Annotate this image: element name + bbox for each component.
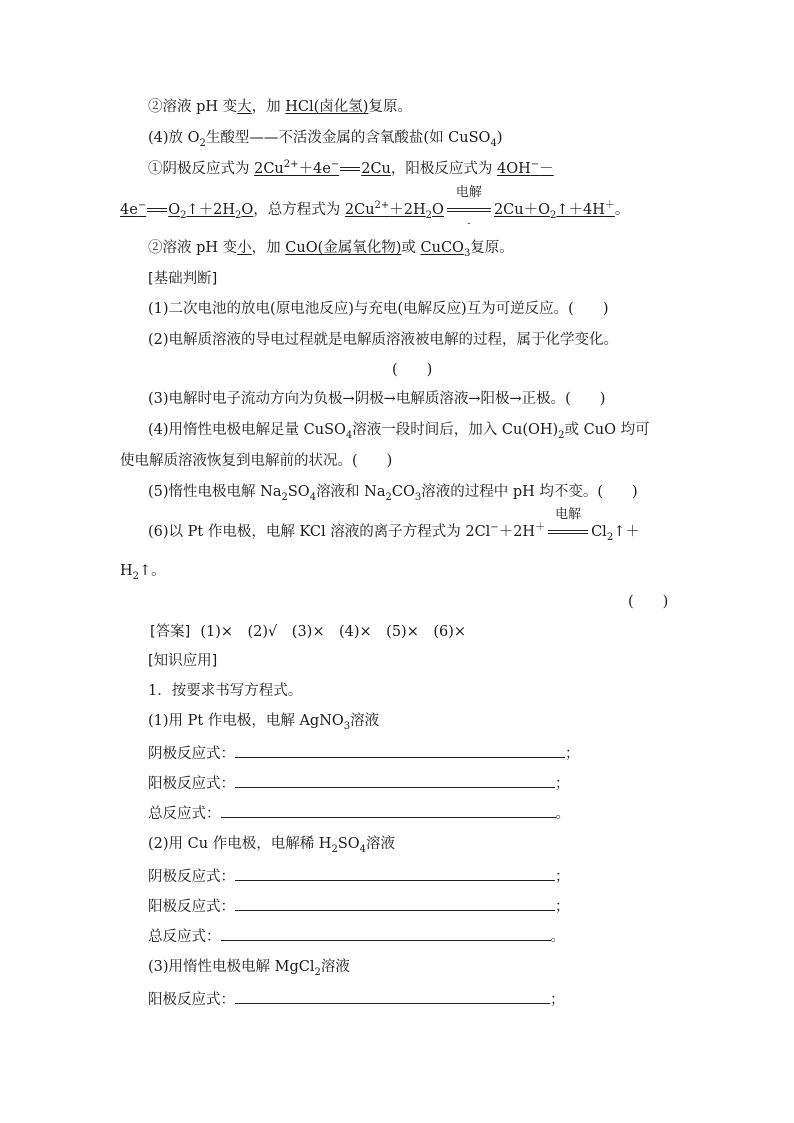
subscript: 2: [235, 209, 242, 221]
text: ；: [555, 776, 570, 792]
field-label: 总反应式：: [148, 929, 221, 945]
subquestion-3: [148, 957, 350, 977]
subquestion-1-anode: [148, 773, 570, 794]
text: (5)惰性电极电解 Na: [148, 484, 282, 500]
superscript: 2+: [283, 159, 299, 171]
text-line-type-4: [148, 128, 503, 148]
text: (1)用 Pt 作电极，电解 AgNO: [148, 713, 344, 729]
text: ↑＋: [613, 524, 640, 540]
subscript: 4: [309, 491, 317, 503]
formula: 2Cu: [344, 202, 375, 218]
field-label: 阳极反应式：: [148, 899, 235, 915]
subscript: 2: [549, 209, 557, 221]
underlined-text: CuO(金属氧化物): [285, 240, 402, 256]
reaction-condition: 电解 -: [447, 200, 491, 220]
text: SO: [287, 484, 310, 500]
formula: ＋4e: [298, 161, 331, 177]
subscript: 2: [331, 843, 338, 855]
underlined-text: HCl(卤化氢): [285, 99, 369, 115]
subscript: 2: [281, 491, 288, 503]
formula: O: [168, 202, 181, 218]
field-label: 阴极反应式：: [148, 869, 235, 885]
answer-blank[interactable]: [235, 989, 550, 1004]
superscript: −: [330, 159, 340, 171]
text: ↑。: [139, 563, 166, 579]
answer-blank[interactable]: [235, 866, 555, 881]
text: 复原。: [470, 240, 514, 256]
formula: O: [432, 202, 444, 218]
text: (4)用惰性电极电解足量 CuSO: [148, 422, 346, 438]
text: ；: [565, 746, 580, 762]
text: H: [120, 563, 133, 579]
formula: 2Cu＋O: [493, 202, 550, 218]
formula: ＋2H: [389, 202, 426, 218]
text: SO: [337, 836, 360, 852]
text: 溶液: [366, 836, 396, 852]
text: 溶液: [320, 959, 350, 975]
text: (4)放 O: [148, 130, 200, 146]
subscript: 2: [425, 209, 433, 221]
text: 溶液: [350, 713, 380, 729]
subquestion-2-cathode: [148, 866, 570, 887]
subquestion-2: [148, 834, 395, 854]
question-3: (3)电解时电子流动方向为负极→阴极→电解质溶液→阳极→正极。( ): [148, 391, 606, 407]
subquestion-3-anode: [148, 989, 565, 1010]
text: 。: [555, 806, 570, 822]
subquestion-2-total: [148, 926, 565, 947]
answer-blank[interactable]: [235, 743, 565, 758]
subscript: 2: [558, 429, 565, 441]
text-line-ph-decrease: [148, 238, 514, 258]
subquestion-1-cathode: [148, 743, 580, 764]
text: 复原。: [368, 99, 412, 115]
text: ，阳极反应式为: [390, 161, 498, 177]
text: ，总方程式为: [253, 202, 345, 218]
subquestion-1-total: [148, 803, 570, 824]
text: 溶液一段时间后，加入 Cu(OH): [352, 422, 559, 438]
text: ＋2H: [498, 524, 536, 540]
text: (6)以 Pt 作电极，电解 KCl 溶液的离子方程式为 2Cl: [148, 524, 491, 540]
formula: －: [539, 161, 554, 177]
text: 或: [401, 240, 421, 256]
superscript: −: [137, 200, 147, 212]
question-6-line-2: [120, 561, 166, 581]
task-1: 1．按要求书写方程式。: [148, 683, 303, 699]
question-5: [148, 482, 638, 502]
formula: O: [241, 202, 254, 218]
subscript: 4: [345, 429, 353, 441]
section-heading-basic-judgment: [基础判断]: [148, 271, 218, 287]
subscript: 3: [343, 720, 351, 732]
answer-values: (1)× (2)√ (3)× (4)× (5)× (6)×: [200, 624, 467, 640]
text: (3)用惰性电极电解 MgCl: [148, 959, 315, 975]
condition-label: 电解: [455, 185, 482, 200]
text: 溶液的过程中 pH 均不变。( ): [421, 484, 638, 500]
subscript: 4: [490, 137, 497, 149]
text: Cl: [591, 524, 607, 540]
text: ②溶液 pH 变: [148, 240, 238, 256]
subscript: 2: [385, 491, 392, 503]
text-line-total-equation: [120, 185, 630, 229]
subquestion-1: [148, 711, 379, 731]
question-2: (2)电解质溶液的导电过程就是电解质溶液被电解的过程，属于化学变化。: [148, 332, 619, 348]
text: ；: [550, 992, 565, 1008]
subscript: 3: [414, 491, 422, 503]
question-2-answer-bracket: ( ): [392, 362, 433, 378]
text: ；: [555, 899, 570, 915]
superscript: −: [490, 522, 499, 534]
subscript: 2: [180, 209, 187, 221]
field-label: 阳极反应式：: [148, 992, 235, 1008]
subscript: 2: [132, 570, 140, 582]
text-line-ph-increase: [148, 97, 412, 117]
formula: 4e: [120, 202, 138, 218]
formula: 4OH: [497, 161, 531, 177]
answer-blank[interactable]: [221, 803, 556, 818]
reaction-condition: [548, 507, 588, 542]
formula: ↑＋2H: [186, 202, 235, 218]
underlined-text: 大: [237, 99, 252, 115]
text: (2)用 Cu 作电极，电解稀 H: [148, 836, 332, 852]
question-6-answer-bracket: ( ): [628, 594, 669, 610]
superscript: −: [530, 159, 540, 171]
answer-blank[interactable]: [235, 896, 555, 911]
subscript: 2: [606, 531, 614, 543]
subquestion-2-anode: [148, 896, 570, 917]
text: 溶液和 Na: [316, 484, 386, 500]
text: 。: [550, 929, 565, 945]
field-label: 阴极反应式：: [148, 746, 235, 762]
text: ②溶液 pH 变: [148, 99, 238, 115]
text: 生酸型——不活泼金属的含氧酸盐(如 CuSO: [205, 130, 491, 146]
formula: 2Cu: [254, 161, 284, 177]
superscript: ＋: [604, 200, 615, 212]
field-label: 阳极反应式：: [148, 776, 235, 792]
underlined-text: 小: [237, 240, 252, 256]
question-4: [148, 420, 650, 440]
text: ): [496, 130, 503, 146]
text: 。: [614, 202, 630, 218]
superscript: ＋: [535, 522, 546, 534]
text: ①阴极反应式为: [148, 161, 255, 177]
condition-label: 电解: [555, 507, 582, 522]
superscript: 2+: [374, 200, 390, 212]
answer-line: [150, 622, 466, 642]
section-heading-knowledge-application: [知识应用]: [148, 653, 218, 669]
formula: CuCO: [420, 240, 464, 256]
answer-label: [答案]: [150, 624, 191, 640]
subscript: 3: [463, 247, 471, 259]
field-label: 总反应式：: [148, 806, 221, 822]
subscript: 2: [314, 966, 321, 978]
formula: ↑＋4H: [556, 202, 605, 218]
text: CO: [391, 484, 415, 500]
subscript: 4: [359, 843, 367, 855]
answer-blank[interactable]: [235, 773, 555, 788]
text: ；: [555, 869, 570, 885]
question-4-line-2: 使电解质溶液恢复到电解前的状况。( ): [120, 453, 393, 469]
text: 或 CuO 均可: [564, 422, 650, 438]
subscript: 2: [199, 137, 206, 149]
text: ，加: [251, 99, 286, 115]
text: ，加: [251, 240, 286, 256]
text-line-cathode-anode: [148, 159, 554, 179]
equals-sign: [147, 208, 167, 212]
answer-blank[interactable]: [221, 926, 551, 941]
question-1: (1)二次电池的放电(原电池反应)与充电(电解反应)互为可逆反应。( ): [148, 301, 609, 317]
equals-sign: [340, 167, 360, 171]
formula: 2Cu: [361, 161, 391, 177]
question-6: [148, 507, 640, 543]
